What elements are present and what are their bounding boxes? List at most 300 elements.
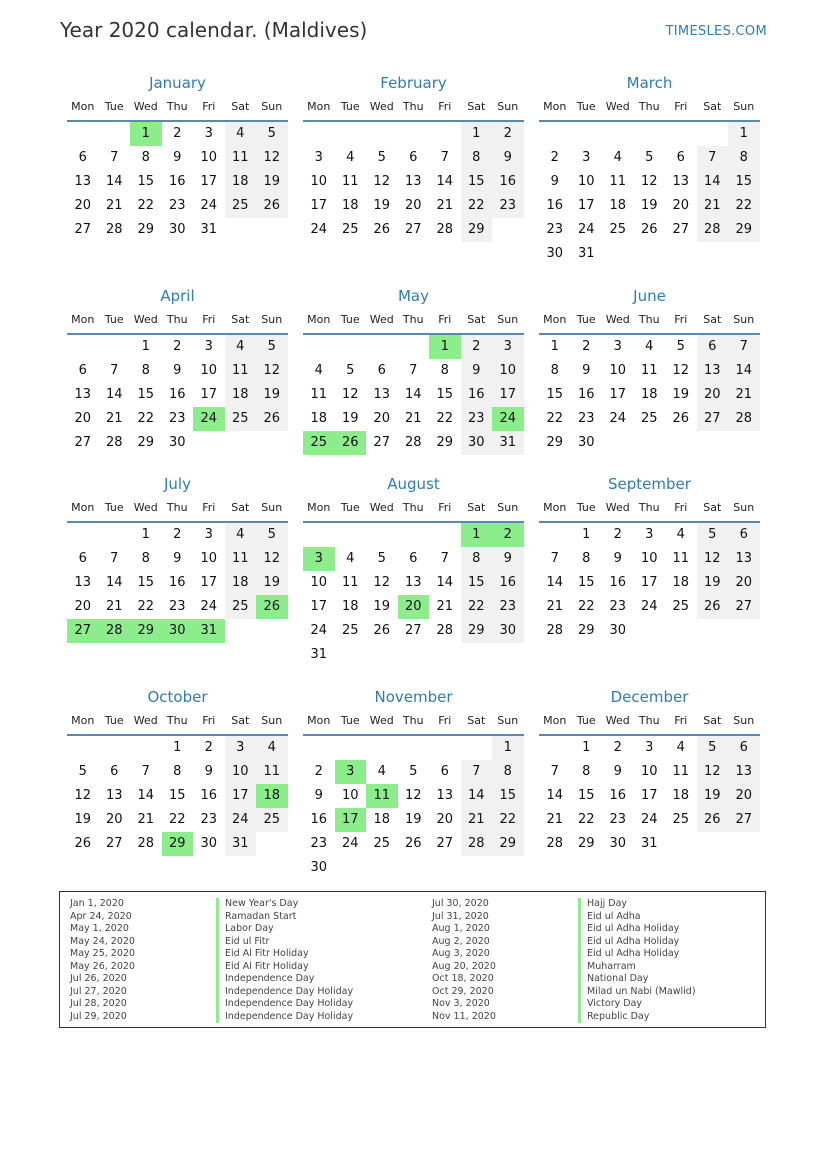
day: 8 bbox=[173, 764, 182, 779]
day: 6 bbox=[697, 335, 729, 359]
weekday-label: Thu bbox=[166, 100, 188, 113]
weekday-label: Sun bbox=[261, 501, 283, 514]
day: 21 bbox=[436, 599, 454, 614]
day: 20 bbox=[728, 571, 760, 595]
holiday-name: Eid ul Adha Holiday bbox=[578, 936, 679, 949]
day: 3 bbox=[225, 736, 257, 760]
day: 28 bbox=[546, 836, 564, 851]
day: 21 bbox=[436, 198, 454, 213]
weekday-header bbox=[303, 495, 524, 523]
day: 21 bbox=[105, 599, 123, 614]
day: 9 bbox=[173, 363, 182, 378]
empty-cell bbox=[398, 122, 430, 146]
day: 21 bbox=[461, 808, 493, 832]
day: 16 bbox=[310, 812, 328, 827]
holiday-date: Jul 29, 2020 bbox=[70, 1010, 127, 1022]
weekday-header bbox=[303, 708, 524, 736]
day: 25 bbox=[373, 836, 391, 851]
day: 23 bbox=[492, 194, 524, 218]
day: 25 bbox=[256, 808, 288, 832]
day: 13 bbox=[373, 387, 391, 402]
weekday-label: Thu bbox=[638, 714, 660, 727]
holiday-name: Eid Al Fitr Holiday bbox=[216, 948, 309, 961]
day: 9 bbox=[613, 764, 622, 779]
weekday-label: Mon bbox=[307, 501, 331, 514]
day: 4 bbox=[676, 527, 685, 542]
day: 26 bbox=[640, 222, 658, 237]
day: 10 bbox=[310, 174, 328, 189]
day: 6 bbox=[440, 764, 449, 779]
weekday-label: Tue bbox=[104, 714, 124, 727]
empty-cell bbox=[539, 736, 571, 760]
holiday-name: Ramadan Start bbox=[216, 911, 296, 924]
day: 16 bbox=[168, 575, 186, 590]
weekday-label: Fri bbox=[674, 714, 688, 727]
weekday-label: Mon bbox=[71, 313, 95, 326]
day-grid bbox=[539, 523, 760, 643]
day: 4 bbox=[377, 764, 386, 779]
day: 19 bbox=[404, 812, 422, 827]
day: 22 bbox=[137, 411, 155, 426]
month-name: July bbox=[164, 475, 191, 493]
day: 26 bbox=[256, 407, 288, 431]
day: 20 bbox=[74, 411, 92, 426]
day: 6 bbox=[409, 150, 418, 165]
empty-cell bbox=[303, 122, 335, 146]
day: 17 bbox=[492, 383, 524, 407]
month-october bbox=[67, 686, 288, 856]
holiday-name: Independence Day bbox=[216, 973, 314, 986]
day: 8 bbox=[141, 363, 150, 378]
day: 4 bbox=[676, 740, 685, 755]
day: 9 bbox=[492, 146, 524, 170]
day: 24 bbox=[200, 599, 218, 614]
holiday-date: May 25, 2020 bbox=[70, 948, 135, 959]
day: 22 bbox=[577, 812, 595, 827]
day: 8 bbox=[550, 363, 559, 378]
day: 11 bbox=[640, 363, 658, 378]
day: 9 bbox=[314, 788, 323, 803]
holiday-day: 11 bbox=[366, 784, 398, 808]
day: 7 bbox=[728, 335, 760, 359]
day: 30 bbox=[168, 222, 186, 237]
day: 6 bbox=[676, 150, 685, 165]
weekday-label: Mon bbox=[71, 714, 95, 727]
day: 8 bbox=[492, 760, 524, 784]
day: 8 bbox=[141, 551, 150, 566]
month-april bbox=[67, 285, 288, 455]
day: 22 bbox=[168, 812, 186, 827]
day: 21 bbox=[546, 812, 564, 827]
day: 14 bbox=[436, 174, 454, 189]
day: 28 bbox=[697, 218, 729, 242]
weekday-label: Fri bbox=[438, 501, 452, 514]
day: 4 bbox=[256, 736, 288, 760]
weekday-header bbox=[539, 94, 760, 122]
day: 16 bbox=[168, 387, 186, 402]
day: 3 bbox=[204, 339, 213, 354]
weekday-label: Fri bbox=[674, 501, 688, 514]
weekday-label: Sat bbox=[467, 313, 486, 326]
day: 31 bbox=[225, 832, 257, 856]
day: 7 bbox=[409, 363, 418, 378]
day: 13 bbox=[404, 174, 422, 189]
day: 20 bbox=[728, 784, 760, 808]
day: 27 bbox=[697, 407, 729, 431]
holiday-name: Milad un Nabi (Mawlid) bbox=[578, 986, 696, 999]
day: 2 bbox=[613, 527, 622, 542]
day: 19 bbox=[256, 383, 288, 407]
weekday-label: Mon bbox=[307, 100, 331, 113]
holiday-name: Republic Day bbox=[578, 1011, 649, 1024]
holiday-legend bbox=[59, 891, 766, 1028]
holiday-day: 3 bbox=[303, 547, 335, 571]
day: 17 bbox=[200, 387, 218, 402]
day: 19 bbox=[256, 571, 288, 595]
day: 27 bbox=[728, 808, 760, 832]
day: 24 bbox=[640, 599, 658, 614]
day: 22 bbox=[728, 194, 760, 218]
empty-cell bbox=[335, 335, 367, 359]
day: 29 bbox=[577, 623, 595, 638]
day: 15 bbox=[492, 784, 524, 808]
day: 13 bbox=[728, 547, 760, 571]
day: 30 bbox=[546, 246, 564, 261]
day: 2 bbox=[461, 335, 493, 359]
page-title: Year 2020 calendar. (Maldives) bbox=[60, 18, 368, 42]
day: 9 bbox=[492, 547, 524, 571]
day: 16 bbox=[546, 198, 564, 213]
day: 19 bbox=[697, 571, 729, 595]
weekday-label: Sat bbox=[703, 501, 722, 514]
day: 12 bbox=[697, 547, 729, 571]
day: 2 bbox=[492, 122, 524, 146]
holiday-date: May 24, 2020 bbox=[70, 935, 135, 947]
weekday-header bbox=[67, 307, 288, 335]
day: 27 bbox=[436, 836, 454, 851]
day: 3 bbox=[582, 150, 591, 165]
day: 18 bbox=[225, 170, 257, 194]
empty-cell bbox=[366, 736, 398, 760]
day: 20 bbox=[373, 411, 391, 426]
day: 30 bbox=[168, 435, 186, 450]
weekday-label: Tue bbox=[104, 501, 124, 514]
weekday-label: Tue bbox=[576, 100, 596, 113]
weekday-label: Wed bbox=[133, 313, 158, 326]
weekday-label: Wed bbox=[133, 501, 158, 514]
holiday-date: Jul 26, 2020 bbox=[70, 973, 127, 984]
weekday-label: Sat bbox=[467, 501, 486, 514]
day: 10 bbox=[310, 575, 328, 590]
day: 30 bbox=[461, 431, 493, 455]
day: 24 bbox=[225, 808, 257, 832]
weekday-label: Sat bbox=[231, 100, 250, 113]
day: 6 bbox=[78, 551, 87, 566]
weekday-label: Sat bbox=[467, 714, 486, 727]
day: 9 bbox=[461, 359, 493, 383]
day: 4 bbox=[613, 150, 622, 165]
day: 24 bbox=[609, 411, 627, 426]
weekday-label: Sun bbox=[497, 313, 519, 326]
day: 17 bbox=[310, 599, 328, 614]
day: 23 bbox=[310, 836, 328, 851]
day: 6 bbox=[409, 551, 418, 566]
weekday-label: Tue bbox=[576, 313, 596, 326]
day: 17 bbox=[640, 575, 658, 590]
day: 2 bbox=[204, 740, 213, 755]
weekday-label: Thu bbox=[638, 100, 660, 113]
weekday-label: Mon bbox=[307, 313, 331, 326]
month-september bbox=[539, 473, 760, 643]
day: 28 bbox=[137, 836, 155, 851]
weekday-label: Fri bbox=[438, 714, 452, 727]
day: 21 bbox=[697, 194, 729, 218]
day: 12 bbox=[74, 788, 92, 803]
weekday-label: Mon bbox=[71, 501, 95, 514]
empty-cell bbox=[99, 736, 131, 760]
empty-cell bbox=[461, 736, 493, 760]
day: 30 bbox=[609, 623, 627, 638]
day: 26 bbox=[697, 595, 729, 619]
day: 6 bbox=[728, 523, 760, 547]
holiday-date: Aug 2, 2020 bbox=[432, 935, 490, 947]
day: 7 bbox=[697, 146, 729, 170]
day: 5 bbox=[256, 335, 288, 359]
holiday-name: Hajj Day bbox=[578, 898, 627, 911]
holiday-name: Muharram bbox=[578, 961, 636, 974]
day: 30 bbox=[609, 836, 627, 851]
day: 12 bbox=[672, 363, 690, 378]
weekday-label: Sun bbox=[733, 714, 755, 727]
day: 18 bbox=[373, 812, 391, 827]
empty-cell bbox=[303, 523, 335, 547]
day: 8 bbox=[728, 146, 760, 170]
day: 23 bbox=[168, 411, 186, 426]
day: 19 bbox=[74, 812, 92, 827]
day-grid bbox=[303, 122, 524, 242]
day: 22 bbox=[137, 599, 155, 614]
day: 9 bbox=[550, 174, 559, 189]
empty-cell bbox=[398, 736, 430, 760]
day: 15 bbox=[577, 575, 595, 590]
day: 1 bbox=[461, 122, 493, 146]
day: 3 bbox=[645, 527, 654, 542]
day: 31 bbox=[310, 647, 328, 662]
day: 3 bbox=[204, 527, 213, 542]
day: 4 bbox=[346, 551, 355, 566]
day: 5 bbox=[676, 339, 685, 354]
day: 11 bbox=[256, 760, 288, 784]
day: 27 bbox=[672, 222, 690, 237]
empty-cell bbox=[99, 523, 131, 547]
day: 1 bbox=[141, 339, 150, 354]
empty-cell bbox=[665, 122, 697, 146]
day: 25 bbox=[341, 222, 359, 237]
month-december bbox=[539, 686, 760, 856]
holiday-date: Nov 11, 2020 bbox=[432, 1010, 496, 1022]
day: 28 bbox=[404, 435, 422, 450]
month-name: September bbox=[608, 475, 691, 493]
empty-cell bbox=[335, 122, 367, 146]
day: 7 bbox=[461, 760, 493, 784]
empty-cell bbox=[634, 122, 666, 146]
empty-cell bbox=[303, 736, 335, 760]
day: 10 bbox=[225, 760, 257, 784]
day: 17 bbox=[200, 575, 218, 590]
weekday-label: Thu bbox=[402, 313, 424, 326]
day: 25 bbox=[225, 595, 257, 619]
day: 17 bbox=[310, 198, 328, 213]
holiday-day: 26 bbox=[335, 431, 367, 455]
day: 22 bbox=[577, 599, 595, 614]
day: 10 bbox=[640, 764, 658, 779]
day: 10 bbox=[640, 551, 658, 566]
weekday-label: Mon bbox=[543, 100, 567, 113]
weekday-label: Sun bbox=[261, 100, 283, 113]
day: 15 bbox=[461, 170, 493, 194]
day: 23 bbox=[609, 599, 627, 614]
day: 14 bbox=[546, 575, 564, 590]
day: 28 bbox=[436, 623, 454, 638]
day: 7 bbox=[550, 551, 559, 566]
holiday-date: Jul 31, 2020 bbox=[432, 910, 489, 922]
day: 20 bbox=[672, 198, 690, 213]
day: 29 bbox=[137, 435, 155, 450]
holiday-day: 1 bbox=[429, 335, 461, 359]
day: 3 bbox=[492, 335, 524, 359]
day: 20 bbox=[105, 812, 123, 827]
day: 10 bbox=[609, 363, 627, 378]
day: 7 bbox=[110, 363, 119, 378]
day: 8 bbox=[582, 764, 591, 779]
day: 25 bbox=[225, 407, 257, 431]
empty-cell bbox=[67, 736, 99, 760]
day: 13 bbox=[74, 387, 92, 402]
day: 8 bbox=[461, 146, 493, 170]
day: 15 bbox=[436, 387, 454, 402]
day-grid bbox=[539, 122, 760, 266]
day: 10 bbox=[492, 359, 524, 383]
day: 10 bbox=[577, 174, 595, 189]
weekday-label: Wed bbox=[369, 501, 394, 514]
day: 2 bbox=[173, 527, 182, 542]
weekday-label: Tue bbox=[576, 714, 596, 727]
day: 6 bbox=[78, 363, 87, 378]
holiday-name: National Day bbox=[578, 973, 648, 986]
month-november bbox=[303, 686, 524, 880]
day: 14 bbox=[404, 387, 422, 402]
empty-cell bbox=[697, 122, 729, 146]
day: 29 bbox=[461, 619, 493, 643]
day: 30 bbox=[310, 860, 328, 875]
day: 21 bbox=[105, 198, 123, 213]
day: 5 bbox=[256, 122, 288, 146]
day: 12 bbox=[640, 174, 658, 189]
day: 14 bbox=[137, 788, 155, 803]
day: 26 bbox=[373, 222, 391, 237]
day: 14 bbox=[105, 174, 123, 189]
day: 11 bbox=[341, 575, 359, 590]
day: 15 bbox=[168, 788, 186, 803]
day: 9 bbox=[173, 551, 182, 566]
month-name: October bbox=[147, 688, 208, 706]
day: 27 bbox=[373, 435, 391, 450]
day: 20 bbox=[74, 198, 92, 213]
day: 14 bbox=[105, 387, 123, 402]
day: 12 bbox=[256, 146, 288, 170]
day: 16 bbox=[168, 174, 186, 189]
weekday-label: Sun bbox=[497, 100, 519, 113]
weekday-label: Thu bbox=[166, 313, 188, 326]
day: 29 bbox=[546, 435, 564, 450]
holiday-name: Eid Al Fitr Holiday bbox=[216, 961, 309, 974]
month-july bbox=[67, 473, 288, 643]
holiday-date: Jan 1, 2020 bbox=[70, 898, 124, 909]
weekday-label: Mon bbox=[71, 100, 95, 113]
weekday-label: Wed bbox=[133, 714, 158, 727]
day: 17 bbox=[225, 784, 257, 808]
site-link[interactable]: TIMESLES.COM bbox=[665, 24, 767, 39]
day-grid bbox=[539, 736, 760, 856]
day: 21 bbox=[728, 383, 760, 407]
day: 27 bbox=[74, 222, 92, 237]
holiday-day: 24 bbox=[492, 407, 524, 431]
day: 14 bbox=[436, 575, 454, 590]
day: 25 bbox=[672, 812, 690, 827]
empty-cell bbox=[429, 523, 461, 547]
weekday-label: Wed bbox=[605, 313, 630, 326]
day: 15 bbox=[728, 170, 760, 194]
weekday-label: Thu bbox=[166, 714, 188, 727]
empty-cell bbox=[571, 122, 603, 146]
holiday-date: Aug 20, 2020 bbox=[432, 960, 496, 972]
day: 1 bbox=[728, 122, 760, 146]
day: 11 bbox=[341, 174, 359, 189]
empty-cell bbox=[539, 122, 571, 146]
weekday-label: Fri bbox=[202, 100, 216, 113]
day: 7 bbox=[440, 551, 449, 566]
weekday-label: Wed bbox=[369, 714, 394, 727]
day: 15 bbox=[546, 387, 564, 402]
day: 24 bbox=[310, 623, 328, 638]
month-name: January bbox=[149, 74, 206, 92]
holiday-day: 17 bbox=[335, 808, 367, 832]
weekday-label: Tue bbox=[104, 313, 124, 326]
holiday-date: May 1, 2020 bbox=[70, 923, 129, 934]
day: 17 bbox=[577, 198, 595, 213]
weekday-label: Wed bbox=[369, 100, 394, 113]
day: 21 bbox=[105, 411, 123, 426]
day: 1 bbox=[141, 527, 150, 542]
holiday-name: Independence Day Holiday bbox=[216, 998, 353, 1011]
day: 5 bbox=[78, 764, 87, 779]
day: 26 bbox=[373, 623, 391, 638]
day: 14 bbox=[105, 575, 123, 590]
day: 24 bbox=[577, 222, 595, 237]
day: 9 bbox=[204, 764, 213, 779]
holiday-day: 27 bbox=[67, 619, 99, 643]
empty-cell bbox=[539, 523, 571, 547]
holiday-day: 1 bbox=[130, 122, 162, 146]
day: 16 bbox=[609, 788, 627, 803]
weekday-label: Tue bbox=[340, 714, 360, 727]
holiday-day: 28 bbox=[99, 619, 131, 643]
empty-cell bbox=[602, 122, 634, 146]
holiday-name: New Year's Day bbox=[216, 898, 298, 911]
day: 28 bbox=[105, 222, 123, 237]
holiday-day: 26 bbox=[256, 595, 288, 619]
month-january bbox=[67, 72, 288, 242]
